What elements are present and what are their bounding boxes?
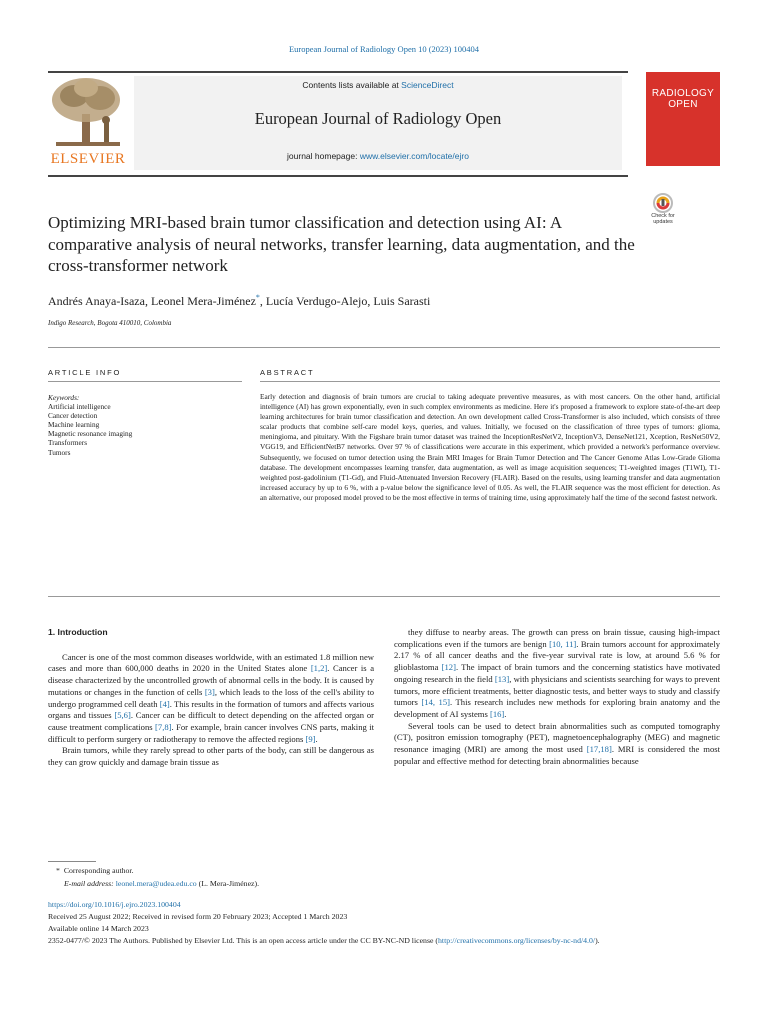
corresponding-mark[interactable]: * (255, 293, 260, 302)
abstract-label: ABSTRACT (260, 368, 315, 377)
journal-title: European Journal of Radiology Open (254, 109, 502, 128)
body-text: . For example, brain cancer involves CNS parts, making it difficult to perform surgery or radiotherapy to remove the affected regions (48, 721, 374, 744)
keyword: Machine learning (48, 420, 100, 430)
header-divider (48, 71, 628, 73)
license-link[interactable]: http://creativecommons.org/licenses/by-nc-nd/4.0/ (438, 936, 596, 945)
author-name[interactable]: Andrés Anaya-Isaza (48, 294, 145, 308)
body-text: . Cancer is a disease characterized by the uncontrolled growth of abnormal cells in the body. It is caused by mutations or changes in the function of cells (48, 663, 375, 697)
citation-link[interactable]: [7,8] (155, 721, 172, 732)
body-text: . Cancer can be difficult to detect depending on the affected organ or cause treatment complications (48, 710, 375, 732)
elsevier-logo[interactable] (46, 76, 130, 168)
body-text: , which leads to the loss of the cell's ability to undergo programmed cell death (48, 686, 374, 709)
citation-link[interactable]: [13] (494, 673, 510, 684)
citation-link[interactable]: [1,2] (310, 663, 328, 674)
license-suffix: ). (595, 936, 600, 945)
citation-link[interactable]: [3] (204, 686, 215, 697)
homepage-prefix: journal homepage: (287, 151, 360, 161)
article-info-label: ARTICLE INFO (48, 368, 122, 377)
body-text: , with physicians and scientists searching for ways to prevent tumors, more efficient treatments, better diagnostic tests, and better ways to study and classify tumors (394, 673, 720, 708)
header-divider-bottom (48, 175, 628, 177)
homepage-line (134, 151, 622, 161)
cover-title (646, 88, 720, 110)
tree-icon (46, 76, 130, 148)
body-text: . This research includes new methods for exploring brain anatomy and the development of AI systems (394, 697, 721, 719)
license-prefix: 2352-0477/© 2023 The Authors. Published by Elsevier Ltd. This is an open access article under the CC BY-NC-ND license ( (48, 936, 438, 945)
citation-link[interactable]: [16] (489, 708, 505, 719)
body-text: they diffuse to nearby areas. The growth can press on brain tissue, causing high-impact complications even if the tumors are benign (394, 627, 720, 649)
body-text: Brain tumors, while they rarely spread to other parts of the body, can still be dangerous as they can grow quickly and damage brain tissue as (48, 745, 374, 768)
citation-link[interactable]: [17,18] (586, 744, 612, 755)
section-heading: 1. Introduction (48, 627, 108, 637)
keyword: Tumors (48, 447, 71, 457)
check-updates-label: Check for updates (651, 213, 675, 225)
online-date: Available online 14 March 2023 (48, 924, 149, 933)
footnote-rule (48, 861, 96, 862)
received-dates: Received 25 August 2022; Received in revised form 20 February 2023; Accepted 1 March 2023 (48, 912, 348, 921)
author-name[interactable]: Leonel Mera-Jiménez (150, 294, 256, 308)
keyword: Cancer detection (48, 411, 98, 421)
citation-link[interactable]: [5,6] (114, 710, 131, 721)
contents-line (134, 80, 622, 90)
citation-link[interactable]: [9] (305, 733, 316, 744)
keyword: Artificial intelligence (48, 402, 111, 412)
journal-cover[interactable] (646, 72, 720, 166)
cover-line1: RADIOLOGY (651, 88, 715, 99)
abstract-text: Early detection and diagnosis of brain tumors are crucial to taking adequate preventive measures, as with most cancers. On the other hand, artificial intelligence (AI) has grown exponentially, even in such complex environments as medicine. Here it's proposed a framework to explore state-of-the-art deep learning architectures for brain tumor classification and detection. An own development called Cross-Transformer is also included, which consists of three scalar products that combine self-care model keys, queries, and values. Initially, we focused on the classification of three types of tumors: glioma, meningioma, and pituitary. With the Figshare brain tumor dataset was trained the InceptionResNetV2, InceptionV3, DenseNet121, Xception, ResNet50V2, VGG19, and EfficientNetB7 networks. Over 97 % of classifications were accurate in this experiment, which provided a network's performance overview. Subsequently, we focused on tumor detection using the Brain MRI Images for Brain Tumor Detection and The Cancer Genome Atlas Low-Grade Glioma database. The development encompasses learning transfer, data augmentation, as well as image acquisition sequences; T1-weighted images (T1WI), T1-weighted post-gadolinium (T1-Gd), and Fluid-Attenuated Inversion Recovery (FLAIR). Based on the results, using learning transfer and data augmentation increased accuracy by up to 6 %, with a p-value below the significance level of 0.05. As well, the FLAIR sequence was the most efficient for detection. As an alternative, our proposed model proved to be the most effective in terms of training time, using approximately half the time of the second fastest network. (260, 392, 720, 502)
citation-link[interactable]: [14, 15] (421, 697, 451, 708)
check-updates-icon (653, 193, 673, 213)
article-info-rule (48, 381, 242, 382)
body-paragraph (48, 652, 374, 746)
check-for-updates-button[interactable] (648, 193, 678, 229)
email-footnote (64, 879, 736, 889)
publisher-wordmark: ELSEVIER (50, 151, 126, 167)
body-text: . (504, 708, 507, 719)
affiliation: Indigo Research, Bogota 410010, Colombia (48, 319, 172, 327)
corresponding-text: Corresponding author. (63, 866, 134, 875)
journal-header (134, 76, 622, 170)
section-divider (48, 347, 720, 348)
body-paragraph (48, 745, 374, 768)
author-name[interactable]: Lucía Verdugo-Alejo (265, 294, 368, 308)
body-text: . This results in the formation of tumors and affects various organs and tissues (48, 698, 374, 721)
cover-line2: OPEN (668, 99, 698, 110)
author-list: Andrés Anaya-Isaza, Leonel Mera-Jiménez*, Lucía Verdugo-Alejo, Luis Sarasti (48, 293, 431, 308)
contents-prefix: Contents lists available at (302, 80, 402, 90)
journal-reference[interactable]: European Journal of Radiology Open 10 (2023) 100404 (288, 44, 480, 54)
citation-link[interactable]: [10, 11] (549, 638, 577, 649)
body-text: . The impact of brain tumors and the concerning statistics have motivated ongoing research in the field (394, 662, 720, 684)
body-text: Several tools can be used to detect brain abnormalities such as computed tomography (CT), positron emission tomography (PET), magnetoencephalography (MEG) and magnetic resonance imaging (MRI) are among the most used (394, 720, 720, 755)
email-owner: (L. Mera-Jiménez). (198, 879, 260, 888)
article-title: Optimizing MRI-based brain tumor classification and detection using AI: A comparative analysis of neural networks, transfer learning, data augmentation, and the cross-transformer network (48, 213, 635, 275)
corresponding-footnote (56, 866, 728, 876)
license-text (48, 936, 720, 946)
doi-link[interactable]: https://doi.org/10.1016/j.ejro.2023.100404 (48, 900, 181, 909)
body-text: Cancer is one of the most common diseases worldwide, with an estimated 1.8 million new cases and more than 600,000 deaths in 2020 in the United States alone (48, 651, 374, 674)
right-paragraphs (394, 627, 720, 767)
keywords-block (48, 393, 242, 457)
body-paragraph (394, 627, 720, 721)
abstract-rule (260, 381, 720, 382)
body-column-left (48, 627, 374, 769)
abstract-divider (48, 596, 720, 597)
email-link[interactable]: leonel.mera@udea.edu.co (115, 879, 197, 888)
author-name[interactable]: Luis Sarasti (373, 294, 431, 308)
citation-link[interactable]: [12] (441, 662, 456, 673)
body-text: . (315, 733, 318, 744)
body-column-right (394, 627, 720, 767)
keyword: Magnetic resonance imaging (48, 429, 133, 439)
left-paragraphs (48, 652, 374, 769)
body-paragraph (394, 721, 720, 768)
keyword: Transformers (48, 438, 88, 448)
citation-link[interactable]: [4] (159, 698, 170, 709)
body-text: . Brain tumors account for approximately 2.17 % of all cancer deaths and the five-year survival rate is low, at around 5.6 % for glioblastoma (394, 638, 721, 673)
homepage-link[interactable]: www.elsevier.com/locate/ejro (359, 151, 469, 161)
body-text: . MRI is considered the most popular and effective method for detecting brain abnormalities because (394, 744, 721, 766)
keywords-label: Keywords: (48, 393, 80, 402)
footnote-mark: * (56, 866, 60, 875)
sciencedirect-link[interactable]: ScienceDirect (401, 80, 454, 90)
email-label: E-mail address: (64, 879, 114, 888)
